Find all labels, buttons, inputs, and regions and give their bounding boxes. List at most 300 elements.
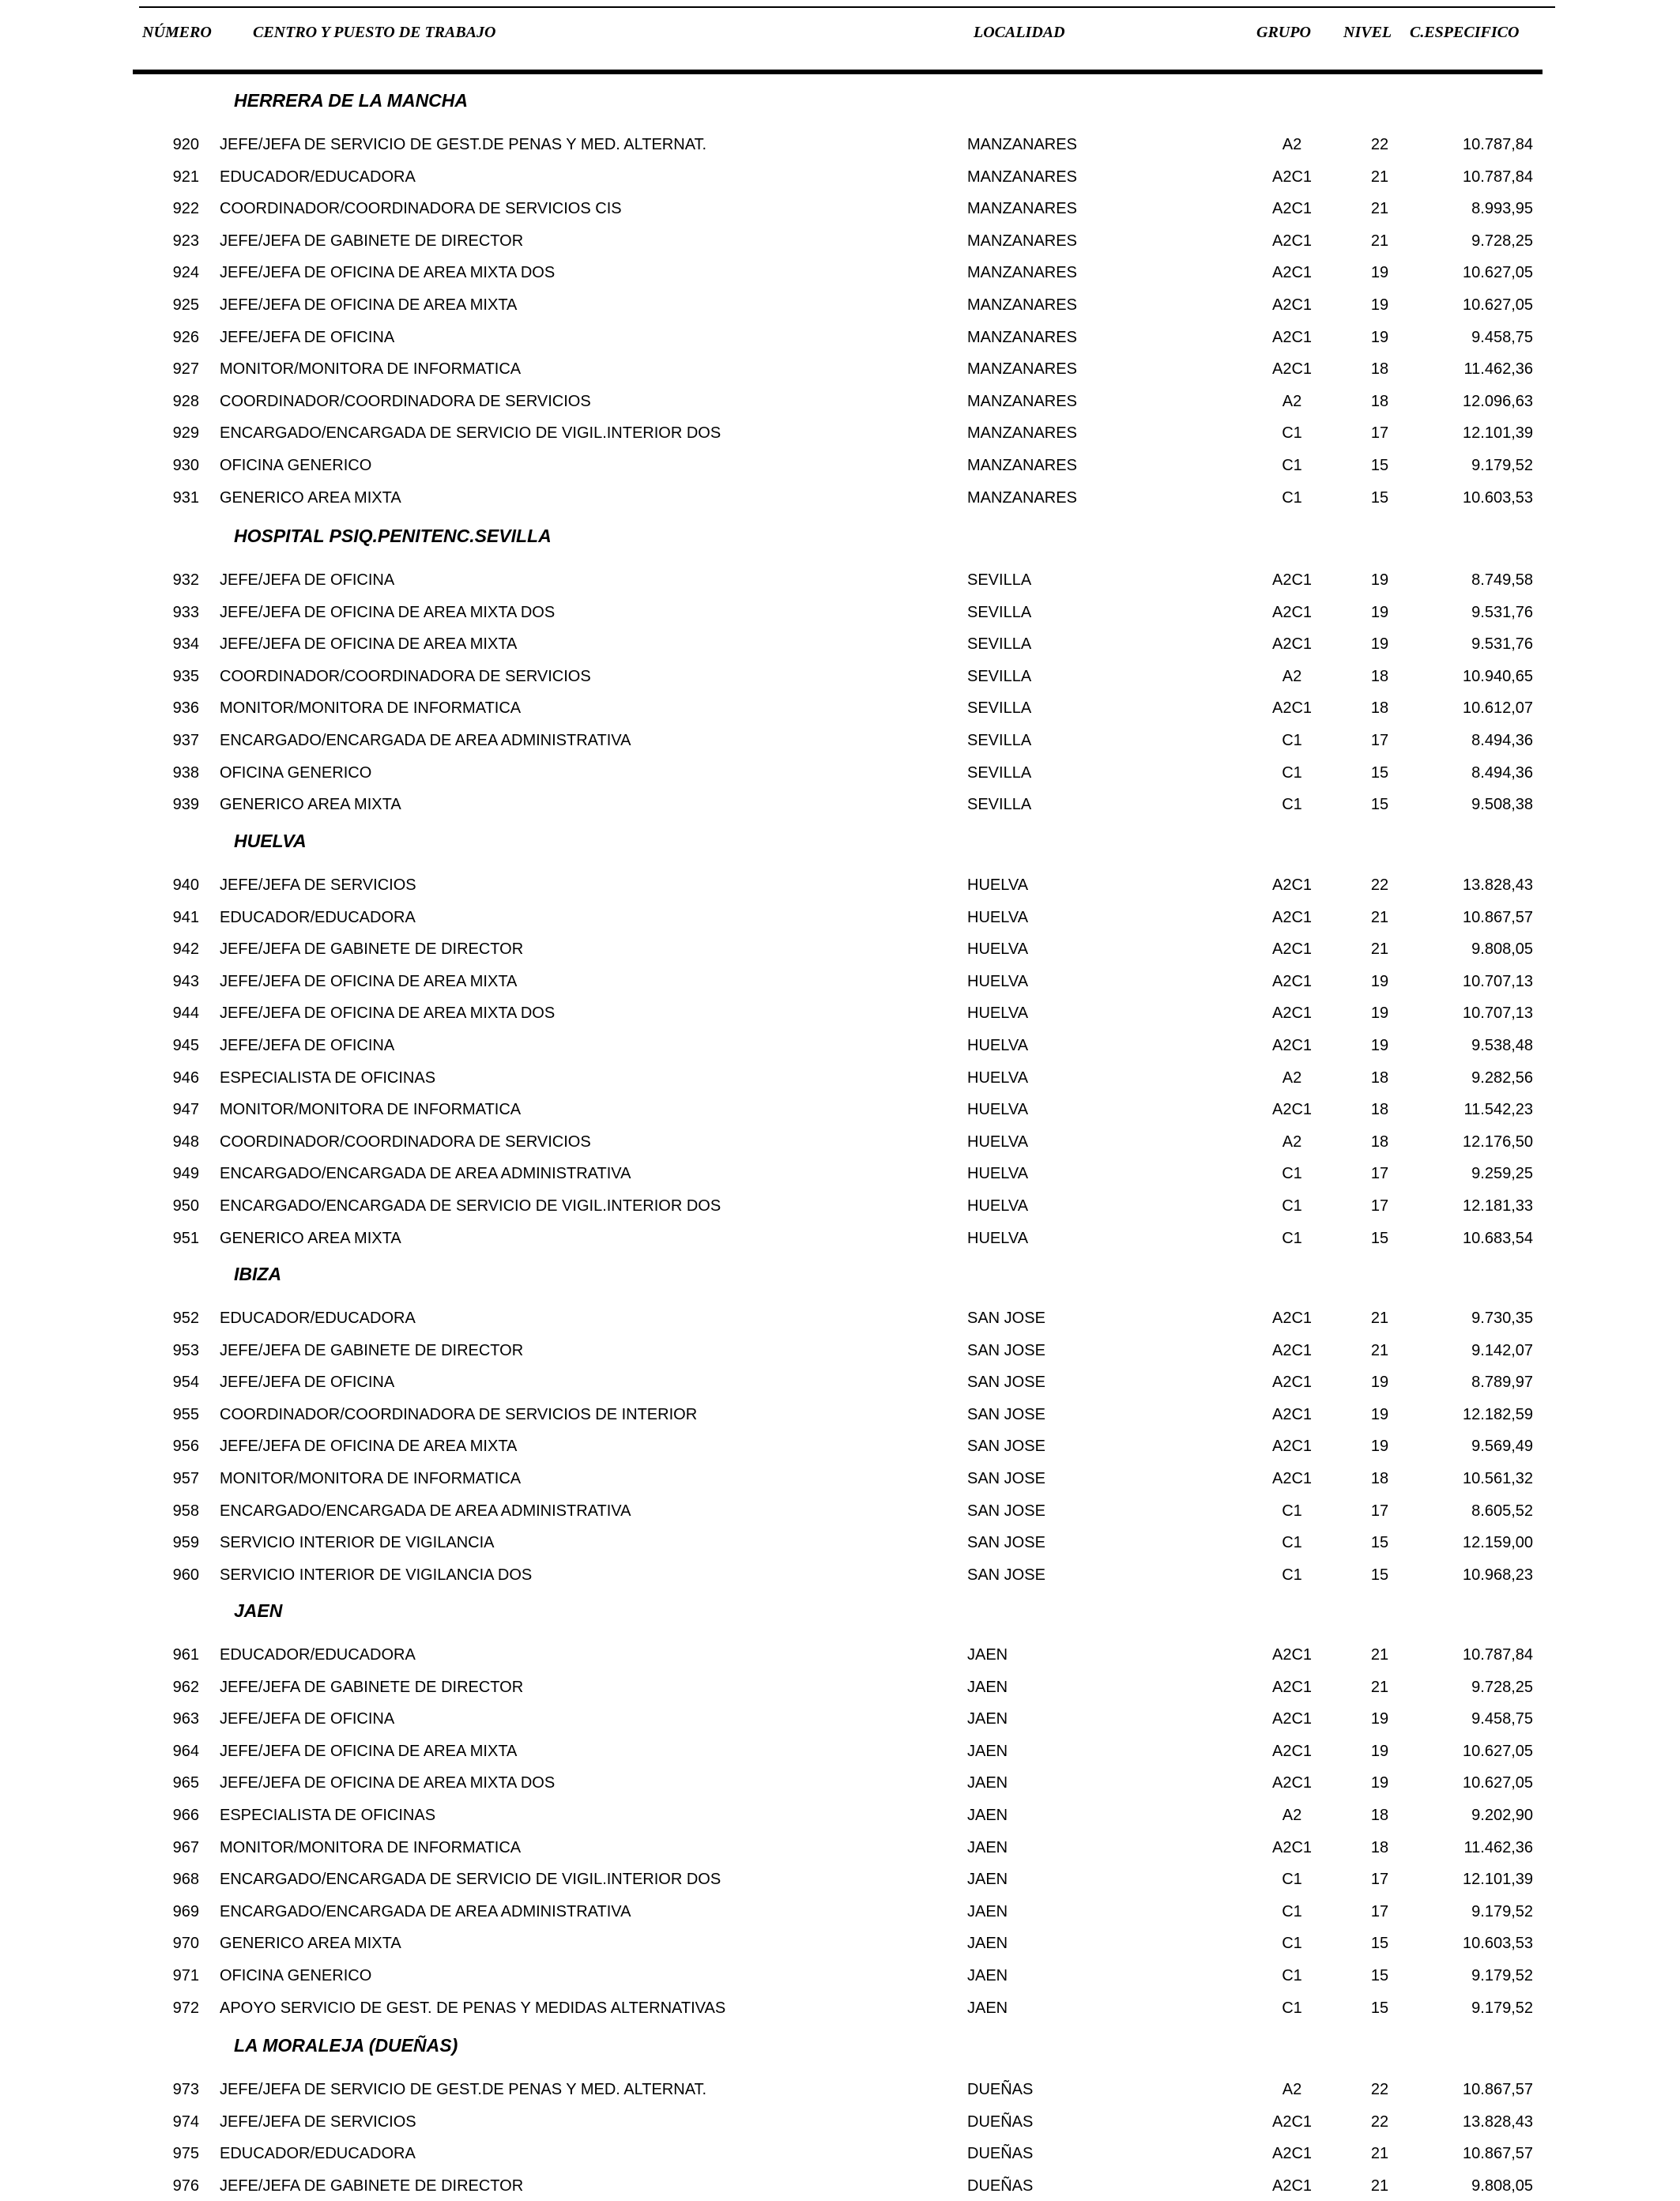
- row-especifico: 13.828,43: [1463, 2112, 1533, 2131]
- row-nivel: 21: [1370, 232, 1389, 250]
- row-especifico: 10.867,57: [1463, 908, 1533, 926]
- row-title: JEFE/JEFA DE OFICINA: [220, 1374, 395, 1392]
- row-title: OFICINA GENERICO: [220, 457, 372, 474]
- row-number: 975: [172, 2145, 199, 2163]
- row-localidad: HUELVA: [967, 1037, 1029, 1054]
- table-row: [0, 973, 1680, 997]
- row-localidad: SEVILLA: [967, 571, 1032, 589]
- row-localidad: HUELVA: [967, 1197, 1029, 1215]
- section-heading: HOSPITAL PSIQ.PENITENC.SEVILLA: [234, 526, 552, 546]
- row-title: COORDINADOR/COORDINADORA DE SERVICIOS CIS: [220, 200, 622, 218]
- header-localidad: LOCALIDAD: [974, 24, 1065, 41]
- row-especifico: 12.101,39: [1463, 1871, 1533, 1889]
- row-especifico: 10.612,07: [1463, 699, 1533, 718]
- row-number: 954: [172, 1374, 199, 1392]
- row-number: 957: [172, 1470, 199, 1487]
- row-especifico: 9.569,49: [1471, 1438, 1533, 1456]
- row-especifico: 8.993,95: [1471, 200, 1533, 218]
- row-localidad: HUELVA: [967, 876, 1029, 894]
- row-localidad: JAEN: [967, 1935, 1008, 1953]
- row-especifico: 11.462,36: [1463, 360, 1533, 379]
- row-nivel: 17: [1370, 1902, 1389, 1920]
- row-localidad: HUELVA: [967, 908, 1029, 926]
- row-localidad: MANZANARES: [967, 232, 1077, 250]
- row-grupo: A2C1: [1271, 2177, 1313, 2195]
- table-row: [0, 668, 1680, 692]
- row-number: 925: [172, 296, 199, 314]
- row-title: ENCARGADO/ENCARGADA DE SERVICIO DE VIGIL.INTERIOR DOS: [220, 424, 721, 443]
- row-title: EDUCADOR/EDUCADORA: [220, 168, 416, 186]
- row-title: JEFE/JEFA DE OFICINA DE AREA MIXTA DOS: [220, 1774, 556, 1792]
- row-localidad: JAEN: [967, 1742, 1008, 1760]
- table-row: [0, 1133, 1680, 1157]
- row-localidad: SAN JOSE: [967, 1534, 1045, 1552]
- row-number: 932: [172, 571, 199, 589]
- row-grupo: A2C1: [1271, 1037, 1313, 1054]
- row-grupo: A2: [1282, 1068, 1302, 1087]
- row-title: JEFE/JEFA DE SERVICIO DE GEST.DE PENAS Y MED. ALTERNAT.: [220, 136, 707, 153]
- row-especifico: 10.707,13: [1463, 972, 1533, 990]
- row-number: 974: [172, 2112, 199, 2131]
- row-nivel: 21: [1370, 168, 1389, 186]
- row-title: ENCARGADO/ENCARGADA DE AREA ADMINISTRATIVA: [220, 1502, 631, 1520]
- row-grupo: A2C1: [1271, 635, 1313, 654]
- row-title: ENCARGADO/ENCARGADA DE SERVICIO DE VIGIL.INTERIOR DOS: [220, 1871, 721, 1889]
- row-grupo: A2C1: [1271, 1405, 1313, 1423]
- row-title: JEFE/JEFA DE OFICINA DE AREA MIXTA DOS: [220, 264, 556, 282]
- table-row: [0, 360, 1680, 384]
- row-especifico: 9.179,52: [1471, 1967, 1533, 1984]
- row-grupo: A2C1: [1271, 603, 1313, 621]
- table-row: [0, 489, 1680, 513]
- row-especifico: 10.787,84: [1463, 136, 1533, 153]
- row-localidad: SEVILLA: [967, 667, 1032, 685]
- row-localidad: SAN JOSE: [967, 1341, 1045, 1359]
- row-grupo: C1: [1282, 1165, 1302, 1183]
- row-number: 944: [172, 1004, 199, 1023]
- row-title: COORDINADOR/COORDINADORA DE SERVICIOS: [220, 1133, 591, 1151]
- table-row: [0, 940, 1680, 964]
- row-grupo: C1: [1282, 763, 1302, 782]
- table-row: [0, 635, 1680, 659]
- row-title: JEFE/JEFA DE OFICINA: [220, 1037, 395, 1054]
- row-nivel: 18: [1370, 1470, 1389, 1487]
- row-grupo: A2C1: [1271, 1438, 1313, 1456]
- row-especifico: 10.867,57: [1463, 2081, 1533, 2098]
- row-number: 934: [172, 635, 199, 654]
- table-row: [0, 1037, 1680, 1061]
- row-grupo: A2C1: [1271, 1646, 1313, 1664]
- row-especifico: 9.179,52: [1471, 1902, 1533, 1920]
- row-grupo: A2C1: [1271, 1678, 1313, 1696]
- row-title: COORDINADOR/COORDINADORA DE SERVICIOS DE INTERIOR: [220, 1405, 698, 1423]
- row-title: SERVICIO INTERIOR DE VIGILANCIA: [220, 1534, 495, 1552]
- row-number: 921: [172, 168, 199, 186]
- table-row: [0, 1374, 1680, 1397]
- row-grupo: A2C1: [1271, 296, 1313, 314]
- row-localidad: JAEN: [967, 1710, 1008, 1728]
- row-nivel: 19: [1370, 1742, 1389, 1760]
- row-title: GENERICO AREA MIXTA: [220, 488, 401, 507]
- row-localidad: HUELVA: [967, 1101, 1029, 1119]
- row-especifico: 11.462,36: [1463, 1838, 1533, 1856]
- row-nivel: 17: [1370, 732, 1389, 749]
- row-localidad: MANZANARES: [967, 392, 1077, 410]
- table-row: [0, 1807, 1680, 1830]
- row-especifico: 9.142,07: [1471, 1341, 1533, 1359]
- row-localidad: SAN JOSE: [967, 1405, 1045, 1423]
- row-localidad: JAEN: [967, 1902, 1008, 1920]
- row-number: 959: [172, 1534, 199, 1552]
- row-localidad: SAN JOSE: [967, 1470, 1045, 1487]
- table-row: [0, 2145, 1680, 2169]
- row-localidad: MANZANARES: [967, 360, 1077, 379]
- row-title: JEFE/JEFA DE OFICINA DE AREA MIXTA: [220, 972, 518, 990]
- row-number: 971: [172, 1967, 199, 1984]
- row-nivel: 18: [1370, 1807, 1389, 1824]
- row-nivel: 18: [1370, 360, 1389, 379]
- table-row: [0, 1502, 1680, 1526]
- row-number: 926: [172, 328, 199, 346]
- row-localidad: JAEN: [967, 1678, 1008, 1696]
- row-title: GENERICO AREA MIXTA: [220, 1935, 401, 1953]
- row-title: JEFE/JEFA DE OFICINA: [220, 571, 395, 589]
- row-localidad: HUELVA: [967, 940, 1029, 959]
- row-number: 941: [172, 908, 199, 926]
- row-number: 960: [172, 1566, 199, 1584]
- section-heading: HUELVA: [234, 831, 307, 851]
- row-number: 968: [172, 1871, 199, 1889]
- row-localidad: JAEN: [967, 1838, 1008, 1856]
- header-centro: CENTRO Y PUESTO DE TRABAJO: [253, 24, 496, 41]
- row-title: JEFE/JEFA DE OFICINA: [220, 328, 395, 346]
- row-number: 937: [172, 732, 199, 749]
- row-number: 930: [172, 457, 199, 474]
- row-especifico: 9.730,35: [1471, 1310, 1533, 1327]
- row-localidad: MANZANARES: [967, 424, 1077, 443]
- row-nivel: 19: [1370, 1774, 1389, 1792]
- row-nivel: 18: [1370, 1101, 1389, 1119]
- row-especifico: 8.605,52: [1471, 1502, 1533, 1520]
- row-localidad: JAEN: [967, 1807, 1008, 1824]
- row-number: 967: [172, 1838, 199, 1856]
- row-especifico: 12.159,00: [1463, 1534, 1533, 1552]
- row-grupo: C1: [1282, 1534, 1302, 1552]
- row-title: JEFE/JEFA DE OFICINA DE AREA MIXTA: [220, 635, 518, 654]
- row-title: JEFE/JEFA DE OFICINA DE AREA MIXTA: [220, 296, 518, 314]
- row-number: 933: [172, 603, 199, 621]
- row-number: 970: [172, 1935, 199, 1953]
- row-especifico: 9.728,25: [1471, 232, 1533, 250]
- table-row: [0, 232, 1680, 256]
- row-title: ESPECIALISTA DE OFICINAS: [220, 1068, 436, 1087]
- row-grupo: A2C1: [1271, 1004, 1313, 1023]
- table-row: [0, 764, 1680, 788]
- row-localidad: MANZANARES: [967, 136, 1077, 153]
- section-heading: JAEN: [234, 1600, 283, 1621]
- row-especifico: 8.494,36: [1471, 732, 1533, 749]
- row-localidad: HUELVA: [967, 1133, 1029, 1151]
- header-especifico: C.ESPECIFICO: [1410, 24, 1520, 41]
- row-nivel: 17: [1370, 1871, 1389, 1889]
- row-nivel: 15: [1370, 1534, 1389, 1552]
- row-especifico: 8.749,58: [1471, 571, 1533, 589]
- table-row: [0, 329, 1680, 352]
- row-nivel: 17: [1370, 1165, 1389, 1183]
- row-number: 929: [172, 424, 199, 443]
- table-row: [0, 1903, 1680, 1927]
- row-especifico: 9.202,90: [1471, 1807, 1533, 1824]
- row-especifico: 9.458,75: [1471, 1710, 1533, 1728]
- table-row: [0, 699, 1680, 723]
- row-title: ENCARGADO/ENCARGADA DE AREA ADMINISTRATIVA: [220, 732, 631, 749]
- row-nivel: 19: [1370, 972, 1389, 990]
- row-number: 964: [172, 1742, 199, 1760]
- row-especifico: 10.867,57: [1463, 2145, 1533, 2163]
- row-nivel: 19: [1370, 1004, 1389, 1023]
- row-especifico: 9.179,52: [1471, 1999, 1533, 2017]
- row-especifico: 9.179,52: [1471, 457, 1533, 474]
- row-nivel: 19: [1370, 1710, 1389, 1728]
- row-especifico: 10.627,05: [1463, 1742, 1533, 1760]
- row-nivel: 15: [1370, 763, 1389, 782]
- row-number: 938: [172, 763, 199, 782]
- row-number: 924: [172, 264, 199, 282]
- table-row: [0, 200, 1680, 224]
- row-grupo: A2C1: [1271, 1470, 1313, 1487]
- row-grupo: C1: [1282, 796, 1302, 814]
- row-especifico: 12.181,33: [1463, 1197, 1533, 1215]
- row-nivel: 19: [1370, 1374, 1389, 1392]
- table-row: [0, 1935, 1680, 1958]
- row-nivel: 19: [1370, 1405, 1389, 1423]
- row-grupo: C1: [1282, 1999, 1302, 2017]
- row-number: 963: [172, 1710, 199, 1728]
- table-row: [0, 2177, 1680, 2201]
- row-nivel: 21: [1370, 200, 1389, 218]
- table-row: [0, 1342, 1680, 1366]
- header-grupo: GRUPO: [1256, 24, 1311, 41]
- row-nivel: 19: [1370, 1037, 1389, 1054]
- row-grupo: A2C1: [1271, 328, 1313, 346]
- row-especifico: 12.182,59: [1463, 1405, 1533, 1423]
- row-grupo: C1: [1282, 1902, 1302, 1920]
- row-especifico: 9.728,25: [1471, 1678, 1533, 1696]
- row-nivel: 22: [1370, 876, 1389, 894]
- row-localidad: JAEN: [967, 1967, 1008, 1984]
- row-number: 973: [172, 2081, 199, 2098]
- row-nivel: 15: [1370, 488, 1389, 507]
- row-nivel: 15: [1370, 796, 1389, 814]
- row-number: 976: [172, 2177, 199, 2195]
- row-number: 935: [172, 667, 199, 685]
- table-row: [0, 1871, 1680, 1894]
- row-localidad: HUELVA: [967, 1068, 1029, 1087]
- row-number: 931: [172, 488, 199, 507]
- row-number: 947: [172, 1101, 199, 1119]
- row-number: 969: [172, 1902, 199, 1920]
- row-nivel: 15: [1370, 1999, 1389, 2017]
- row-especifico: 9.259,25: [1471, 1165, 1533, 1183]
- row-localidad: MANZANARES: [967, 488, 1077, 507]
- row-nivel: 19: [1370, 1438, 1389, 1456]
- row-especifico: 10.627,05: [1463, 296, 1533, 314]
- table-row: [0, 393, 1680, 416]
- row-nivel: 17: [1370, 1197, 1389, 1215]
- row-title: JEFE/JEFA DE GABINETE DE DIRECTOR: [220, 1678, 524, 1696]
- row-title: MONITOR/MONITORA DE INFORMATICA: [220, 1838, 522, 1856]
- row-especifico: 12.101,39: [1463, 424, 1533, 443]
- row-localidad: JAEN: [967, 1871, 1008, 1889]
- row-title: MONITOR/MONITORA DE INFORMATICA: [220, 1470, 522, 1487]
- table-row: [0, 2081, 1680, 2105]
- row-especifico: 10.603,53: [1463, 1935, 1533, 1953]
- table-row: [0, 136, 1680, 160]
- table-row: [0, 1470, 1680, 1494]
- row-grupo: C1: [1282, 1871, 1302, 1889]
- row-nivel: 19: [1370, 296, 1389, 314]
- row-localidad: SEVILLA: [967, 635, 1032, 654]
- row-number: 936: [172, 699, 199, 718]
- row-nivel: 21: [1370, 908, 1389, 926]
- row-especifico: 10.561,32: [1463, 1470, 1533, 1487]
- row-nivel: 21: [1370, 940, 1389, 959]
- row-number: 966: [172, 1807, 199, 1824]
- row-number: 962: [172, 1678, 199, 1696]
- row-grupo: A2: [1282, 2081, 1302, 2098]
- row-grupo: A2C1: [1271, 972, 1313, 990]
- row-title: MONITOR/MONITORA DE INFORMATICA: [220, 360, 522, 379]
- row-especifico: 9.531,76: [1471, 603, 1533, 621]
- row-localidad: DUEÑAS: [967, 2145, 1034, 2163]
- row-grupo: A2C1: [1271, 876, 1313, 894]
- row-grupo: A2C1: [1271, 360, 1313, 379]
- row-nivel: 17: [1370, 1502, 1389, 1520]
- row-especifico: 9.538,48: [1471, 1037, 1533, 1054]
- row-nivel: 19: [1370, 571, 1389, 589]
- row-number: 942: [172, 940, 199, 959]
- row-grupo: C1: [1282, 1229, 1302, 1247]
- row-title: JEFE/JEFA DE GABINETE DE DIRECTOR: [220, 1341, 524, 1359]
- table-row: [0, 1839, 1680, 1863]
- table-row: [0, 296, 1680, 320]
- row-title: JEFE/JEFA DE OFICINA DE AREA MIXTA: [220, 1438, 518, 1456]
- table-row: [0, 1165, 1680, 1189]
- row-title: ENCARGADO/ENCARGADA DE AREA ADMINISTRATIVA: [220, 1165, 631, 1183]
- row-grupo: A2C1: [1271, 2112, 1313, 2131]
- row-title: EDUCADOR/EDUCADORA: [220, 1310, 416, 1327]
- row-nivel: 18: [1370, 1068, 1389, 1087]
- row-especifico: 11.542,23: [1463, 1101, 1533, 1119]
- row-localidad: DUEÑAS: [967, 2081, 1034, 2098]
- row-number: 928: [172, 392, 199, 410]
- row-especifico: 9.458,75: [1471, 328, 1533, 346]
- row-especifico: 9.531,76: [1471, 635, 1533, 654]
- row-especifico: 10.787,84: [1463, 1646, 1533, 1664]
- row-grupo: A2C1: [1271, 232, 1313, 250]
- row-grupo: A2C1: [1271, 264, 1313, 282]
- row-localidad: SEVILLA: [967, 732, 1032, 749]
- row-localidad: SAN JOSE: [967, 1310, 1045, 1327]
- row-localidad: HUELVA: [967, 1165, 1029, 1183]
- row-grupo: C1: [1282, 1967, 1302, 1984]
- row-grupo: A2C1: [1271, 1374, 1313, 1392]
- row-nivel: 21: [1370, 1341, 1389, 1359]
- row-localidad: HUELVA: [967, 972, 1029, 990]
- row-grupo: A2: [1282, 1133, 1302, 1151]
- row-number: 952: [172, 1310, 199, 1327]
- row-especifico: 13.828,43: [1463, 876, 1533, 894]
- row-title: EDUCADOR/EDUCADORA: [220, 2145, 416, 2163]
- row-grupo: A2C1: [1271, 2145, 1313, 2163]
- row-grupo: A2C1: [1271, 1310, 1313, 1327]
- row-grupo: C1: [1282, 1566, 1302, 1584]
- row-grupo: A2C1: [1271, 200, 1313, 218]
- row-nivel: 21: [1370, 2177, 1389, 2195]
- row-title: JEFE/JEFA DE OFICINA: [220, 1710, 395, 1728]
- section-heading: LA MORALEJA (DUEÑAS): [234, 2035, 458, 2056]
- section-heading: IBIZA: [234, 1264, 282, 1284]
- row-title: JEFE/JEFA DE OFICINA DE AREA MIXTA DOS: [220, 1004, 556, 1023]
- row-nivel: 17: [1370, 424, 1389, 443]
- table-row: [0, 796, 1680, 820]
- row-grupo: A2C1: [1271, 699, 1313, 718]
- row-grupo: C1: [1282, 1502, 1302, 1520]
- row-title: JEFE/JEFA DE SERVICIO DE GEST.DE PENAS Y MED. ALTERNAT.: [220, 2081, 707, 2098]
- table-row: [0, 1101, 1680, 1125]
- row-localidad: SAN JOSE: [967, 1502, 1045, 1520]
- row-grupo: A2: [1282, 1807, 1302, 1824]
- row-localidad: MANZANARES: [967, 200, 1077, 218]
- row-especifico: 12.096,63: [1463, 392, 1533, 410]
- row-nivel: 15: [1370, 1935, 1389, 1953]
- table-row: [0, 424, 1680, 448]
- row-localidad: HUELVA: [967, 1004, 1029, 1023]
- row-title: JEFE/JEFA DE GABINETE DE DIRECTOR: [220, 232, 524, 250]
- row-especifico: 9.808,05: [1471, 2177, 1533, 2195]
- row-number: 961: [172, 1646, 199, 1664]
- row-number: 953: [172, 1341, 199, 1359]
- row-nivel: 15: [1370, 1229, 1389, 1247]
- table-row: [0, 1230, 1680, 1253]
- row-title: ENCARGADO/ENCARGADA DE SERVICIO DE VIGIL.INTERIOR DOS: [220, 1197, 721, 1215]
- row-especifico: 10.707,13: [1463, 1004, 1533, 1023]
- row-nivel: 19: [1370, 264, 1389, 282]
- row-grupo: A2C1: [1271, 908, 1313, 926]
- row-especifico: 8.494,36: [1471, 763, 1533, 782]
- table-row: [0, 1999, 1680, 2023]
- row-nivel: 21: [1370, 1310, 1389, 1327]
- row-number: 948: [172, 1133, 199, 1151]
- row-localidad: JAEN: [967, 1646, 1008, 1664]
- table-row: [0, 732, 1680, 756]
- table-row: [0, 1004, 1680, 1028]
- row-nivel: 19: [1370, 603, 1389, 621]
- row-grupo: C1: [1282, 424, 1302, 443]
- row-title: MONITOR/MONITORA DE INFORMATICA: [220, 1101, 522, 1119]
- row-title: JEFE/JEFA DE SERVICIOS: [220, 2112, 416, 2131]
- row-number: 923: [172, 232, 199, 250]
- row-title: GENERICO AREA MIXTA: [220, 796, 401, 814]
- row-especifico: 12.176,50: [1463, 1133, 1533, 1151]
- row-especifico: 8.789,97: [1471, 1374, 1533, 1392]
- table-row: [0, 264, 1680, 288]
- table-row: [0, 1646, 1680, 1670]
- row-nivel: 18: [1370, 667, 1389, 685]
- row-grupo: A2C1: [1271, 1774, 1313, 1792]
- table-row: [0, 876, 1680, 900]
- row-number: 950: [172, 1197, 199, 1215]
